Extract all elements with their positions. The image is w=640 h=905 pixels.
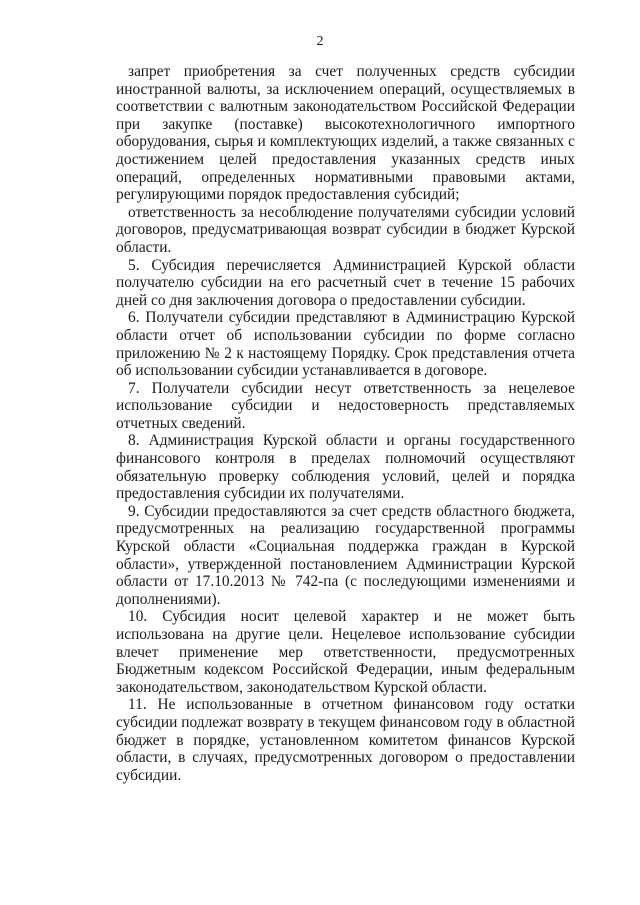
paragraph-11-return-of-balance: 11. Не использованные в отчетном финансовом году остатки субсидии подлежат возврату в текущем финансовом году в областной бюджет в порядке, установленном комитетом финансов Курской области, в случаях, предусмотренных договором о предоставлении субсидии. [116,696,575,784]
page-number: 2 [316,34,324,49]
paragraph-5-transfer: 5. Субсидия перечисляется Администрацией Курской области получателю субсидии на его расчетный счет в течение 15 рабочих дней со дня заключения договора о предоставлении субсидии. [116,256,575,309]
paragraph-8-audit: 8. Администрация Курской области и органы государственного финансового контроля в пределах полномочий осуществляют обязательную проверку соблюдения условий, целей и порядка предоставления субсидии их получателями. [116,432,575,503]
paragraph-10-targeted-use: 10. Субсидия носит целевой характер и не может быть использована на другие цели. Нецелевое использование субсидии влечет применение мер ответственности, предусмотренных Бюджетным кодексом Российской Федерации, иным федеральным законодательством, законодательством Курской области. [116,608,575,696]
paragraph-prohibition-foreign-currency: запрет приобретения за счет полученных средств субсидии иностранной валюты, за исключением операций, осуществляемых в соответствии с валютным законодательством Российской Федерации при закупке (поставке) высокотехнологичного импортного оборудования, сырья и комплектующих изделий, а также связанных с достижением целей предоставления указанных средств иных операций, определенных нормативными правовыми актами, регулирующими порядок предоставления субсидий; [116,63,575,204]
document-body [116,63,575,784]
paragraph-responsibility-contracts: ответственность за несоблюдение получателями субсидии условий договоров, предусматривающая возврат субсидии в бюджет Курской области. [116,203,575,256]
paragraph-9-funding-source: 9. Субсидии предоставляются за счет средств областного бюджета, предусмотренных на реализацию государственной программы Курской области «Социальная поддержка граждан в Курской области», утвержденной постановлением Администрации Курской области от 17.10.2013 № 742-па (с последующими изменениями и дополнениями). [116,502,575,608]
paragraph-7-liability: 7. Получатели субсидии несут ответственность за нецелевое использование субсидии и недостоверность представляемых отчетных сведений. [116,379,575,432]
paragraph-6-report: 6. Получатели субсидии представляют в Администрацию Курской области отчет об использовании субсидии по форме согласно приложению № 2 к настоящему Порядку. Срок представления отчета об использовании субсидии устанавливается в договоре. [116,309,575,380]
